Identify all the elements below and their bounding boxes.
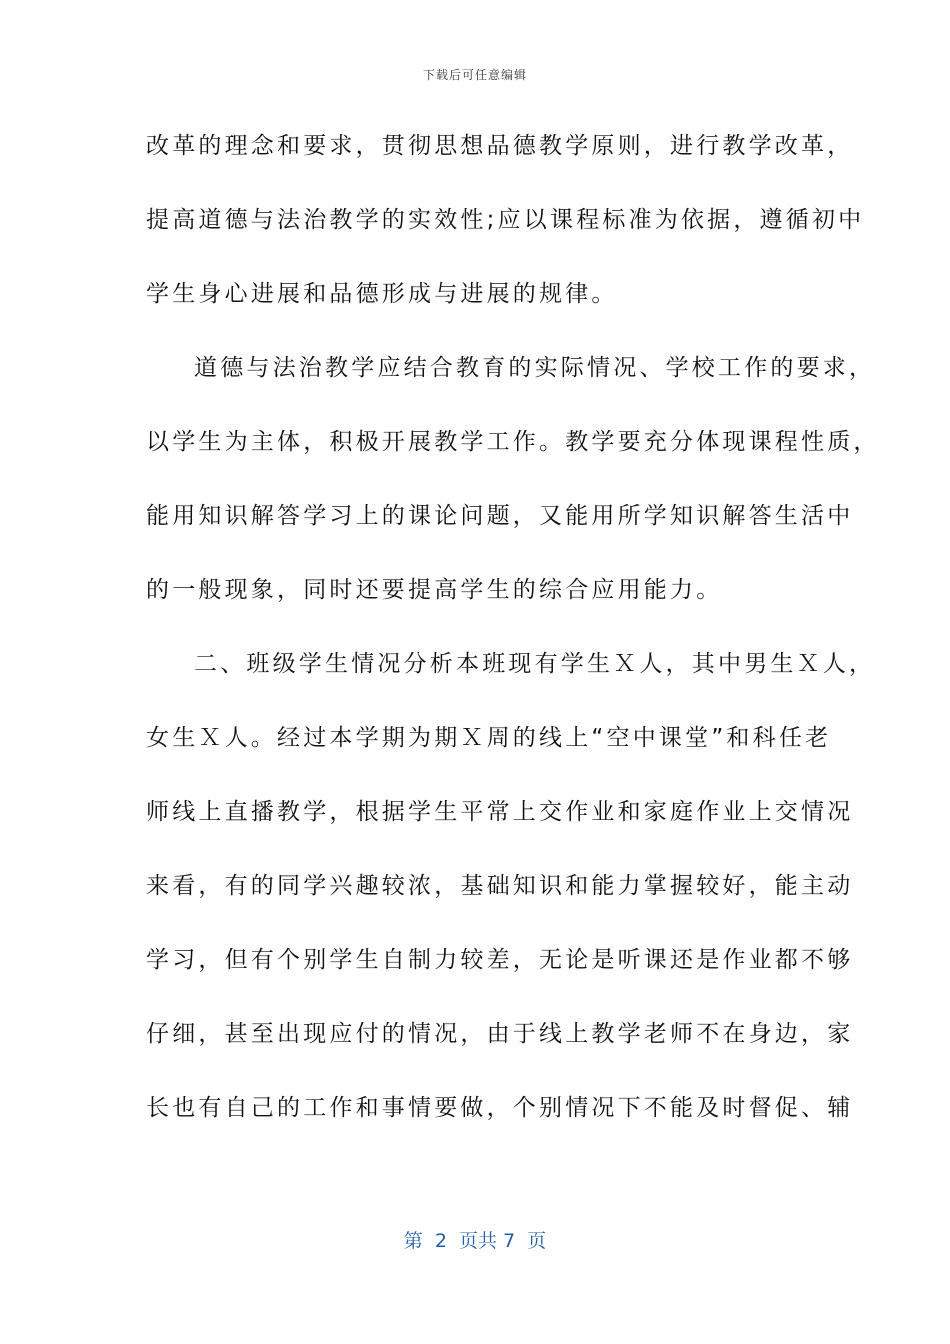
document-body bbox=[146, 128, 880, 1164]
text-line: 的一般现象，同时还要提高学生的综合应用能力。 bbox=[146, 577, 723, 603]
text-line: 长也有自己的工作和事情要做，个别情况下不能及时督促、辅 bbox=[146, 1095, 854, 1121]
text-line: 以学生为主体，积极开展教学工作。教学要充分体现课程性质， bbox=[146, 429, 880, 455]
text-line: 改革的理念和要求，贯彻思想品德教学原则，进行教学改革， bbox=[146, 133, 854, 159]
text-line: 道德与法治教学应结合教育的实际情况、学校工作的要求， bbox=[194, 355, 876, 381]
page-number-footer: 第 2 页共 7 页 bbox=[403, 1230, 547, 1252]
text-line: 提高道德与法治教学的实效性;应以课程标准为依据，遵循初中 bbox=[146, 207, 865, 233]
text-line: 二、班级学生情况分析本班现有学生Ｘ人，其中男生Ｘ人， bbox=[194, 651, 876, 677]
page-header: 下载后可任意编辑 bbox=[422, 68, 527, 82]
text-line: 女生Ｘ人。经过本学期为期Ｘ周的线上“空中课堂”和科任老 bbox=[146, 725, 832, 751]
text-line: 学习，但有个别学生自制力较差，无论是听课还是作业都不够 bbox=[146, 947, 854, 973]
text-line: 能用知识解答学习上的课论问题，又能用所学知识解答生活中 bbox=[146, 503, 854, 529]
text-line: 师线上直播教学，根据学生平常上交作业和家庭作业上交情况 bbox=[146, 799, 854, 825]
text-line: 仔细，甚至出现应付的情况，由于线上教学老师不在身边，家 bbox=[146, 1021, 854, 1047]
text-line: 学生身心进展和品德形成与进展的规律。 bbox=[146, 281, 618, 307]
text-line: 来看，有的同学兴趣较浓，基础知识和能力掌握较好，能主动 bbox=[146, 873, 854, 899]
